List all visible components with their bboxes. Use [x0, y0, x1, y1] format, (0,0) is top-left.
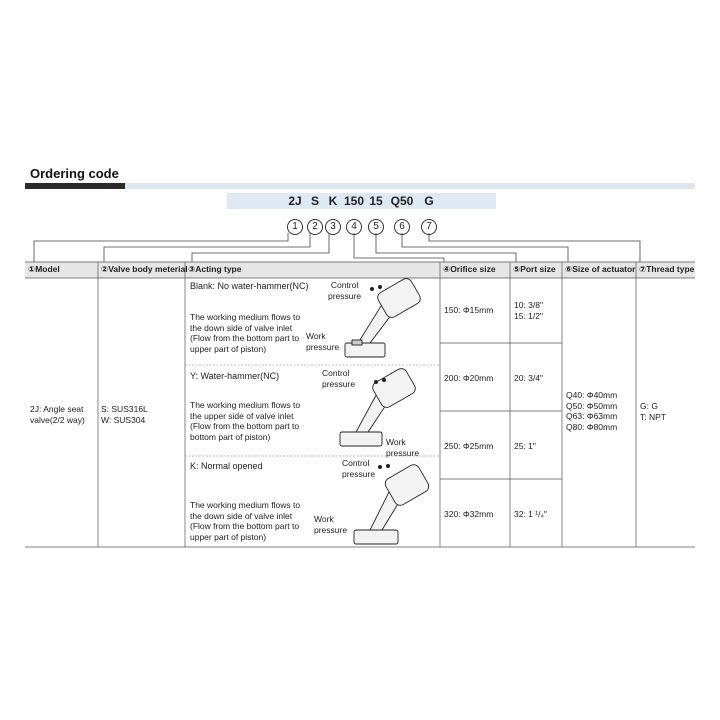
actuator-cell: [566, 390, 617, 432]
label-line: Work: [314, 514, 334, 524]
index-circle-4: 4: [346, 219, 362, 235]
actuator-line: Q80: Φ80mm: [566, 421, 618, 432]
header-port: ⑤Port size: [513, 264, 556, 274]
index-circle-6: 6: [394, 219, 410, 235]
control-pressure-label-y: [322, 368, 355, 389]
header-thread: ⑦Thread type: [639, 264, 695, 274]
code-part-body: S: [310, 194, 320, 208]
orifice-320: 320: Φ32mm: [444, 509, 494, 519]
code-part-orifice: 150: [343, 194, 365, 208]
work-pressure-label-y: [386, 437, 419, 458]
model-line: valve(2/2 way): [30, 414, 85, 425]
desc-line: (Flow from the bottom part to: [190, 521, 300, 531]
index-circle-5: 5: [368, 219, 384, 235]
header-acting: ③Acting type: [188, 264, 242, 274]
desc-line: upper part of piston): [190, 531, 267, 542]
orifice-150: 150: Φ15mm: [444, 305, 494, 315]
label-line: pressure: [342, 468, 376, 479]
label-line: pressure: [322, 378, 356, 389]
orifice-200: 200: Φ20mm: [444, 373, 494, 383]
actuator-line: Q63: Φ63mm: [566, 411, 618, 421]
body-material-line: W: SUS304: [101, 414, 146, 425]
label-line: pressure: [306, 341, 340, 352]
desc-line: the down side of valve inlet: [190, 510, 293, 521]
port-25: 25: 1": [514, 441, 536, 451]
desc-line: The working medium flows to: [190, 500, 301, 510]
acting-desc-blank: [190, 312, 300, 354]
port-32: 32: 1 ¹/₄": [514, 509, 547, 519]
port-10-15: [514, 300, 543, 321]
code-part-actuator: Q50: [390, 194, 414, 208]
model-line: 2J: Angle seat: [30, 404, 84, 414]
header-orifice: ④Orifice size: [443, 264, 496, 274]
model-cell: [30, 404, 94, 425]
acting-title-y: Y: Water-hammer(NC): [190, 371, 280, 381]
desc-line: upper part of piston): [190, 343, 267, 354]
label-line: Control: [330, 280, 359, 290]
label-line: pressure: [386, 447, 420, 458]
desc-line: (Flow from the bottom part to: [190, 333, 300, 343]
label-line: pressure: [314, 524, 348, 535]
work-pressure-label-k: [314, 514, 347, 535]
actuator-line: Q50: Φ50mm: [566, 400, 618, 411]
desc-line: bottom part of piston): [190, 431, 271, 442]
acting-desc-y: [190, 400, 300, 442]
desc-line: the down side of valve inlet: [190, 322, 293, 333]
header-actuator: ⑥Size of actuator: [565, 264, 636, 274]
actuator-line: Q40: Φ40mm: [566, 390, 618, 400]
index-circle-7: 7: [421, 219, 437, 235]
label-line: Control: [342, 458, 370, 468]
port-line: 15: 1/2": [514, 310, 544, 321]
label-line: Work: [386, 437, 406, 447]
label-line: Control: [322, 368, 350, 378]
acting-title-blank: Blank: No water-hammer(NC): [190, 281, 309, 291]
desc-line: (Flow from the bottom part to: [190, 421, 300, 431]
index-circle-3: 3: [325, 219, 341, 235]
desc-line: The working medium flows to: [190, 312, 301, 322]
body-material-line: S: SUS316L: [101, 404, 148, 414]
orifice-250: 250: Φ25mm: [444, 441, 494, 451]
control-pressure-label-blank: [328, 280, 361, 301]
label-line: pressure: [328, 290, 362, 301]
body-material-cell: [101, 404, 148, 425]
acting-title-k: K: Normal opened: [190, 461, 263, 471]
desc-line: The working medium flows to: [190, 400, 301, 410]
code-part-acting: K: [328, 194, 338, 208]
code-part-model: 2J: [288, 194, 302, 208]
thread-line: G: G: [640, 401, 658, 411]
port-20: 20: 3/4": [514, 373, 544, 383]
port-line: 10: 3/8": [514, 300, 544, 310]
header-model: ①Model: [28, 264, 60, 274]
section-heading: Ordering code: [30, 166, 119, 181]
thread-line: T: NPT: [640, 411, 666, 422]
control-pressure-label-k: [342, 458, 375, 479]
code-part-port: 15: [369, 194, 383, 208]
acting-desc-k: [190, 500, 300, 542]
label-line: Work: [306, 331, 326, 341]
desc-line: the upper side of valve inlet: [190, 410, 294, 421]
index-circle-1: 1: [287, 219, 303, 235]
code-part-thread: G: [424, 194, 434, 208]
thread-cell: [640, 401, 666, 422]
index-circle-2: 2: [307, 219, 323, 235]
header-body: ②Valve body meterial: [101, 264, 188, 274]
work-pressure-label-blank: [306, 331, 339, 352]
